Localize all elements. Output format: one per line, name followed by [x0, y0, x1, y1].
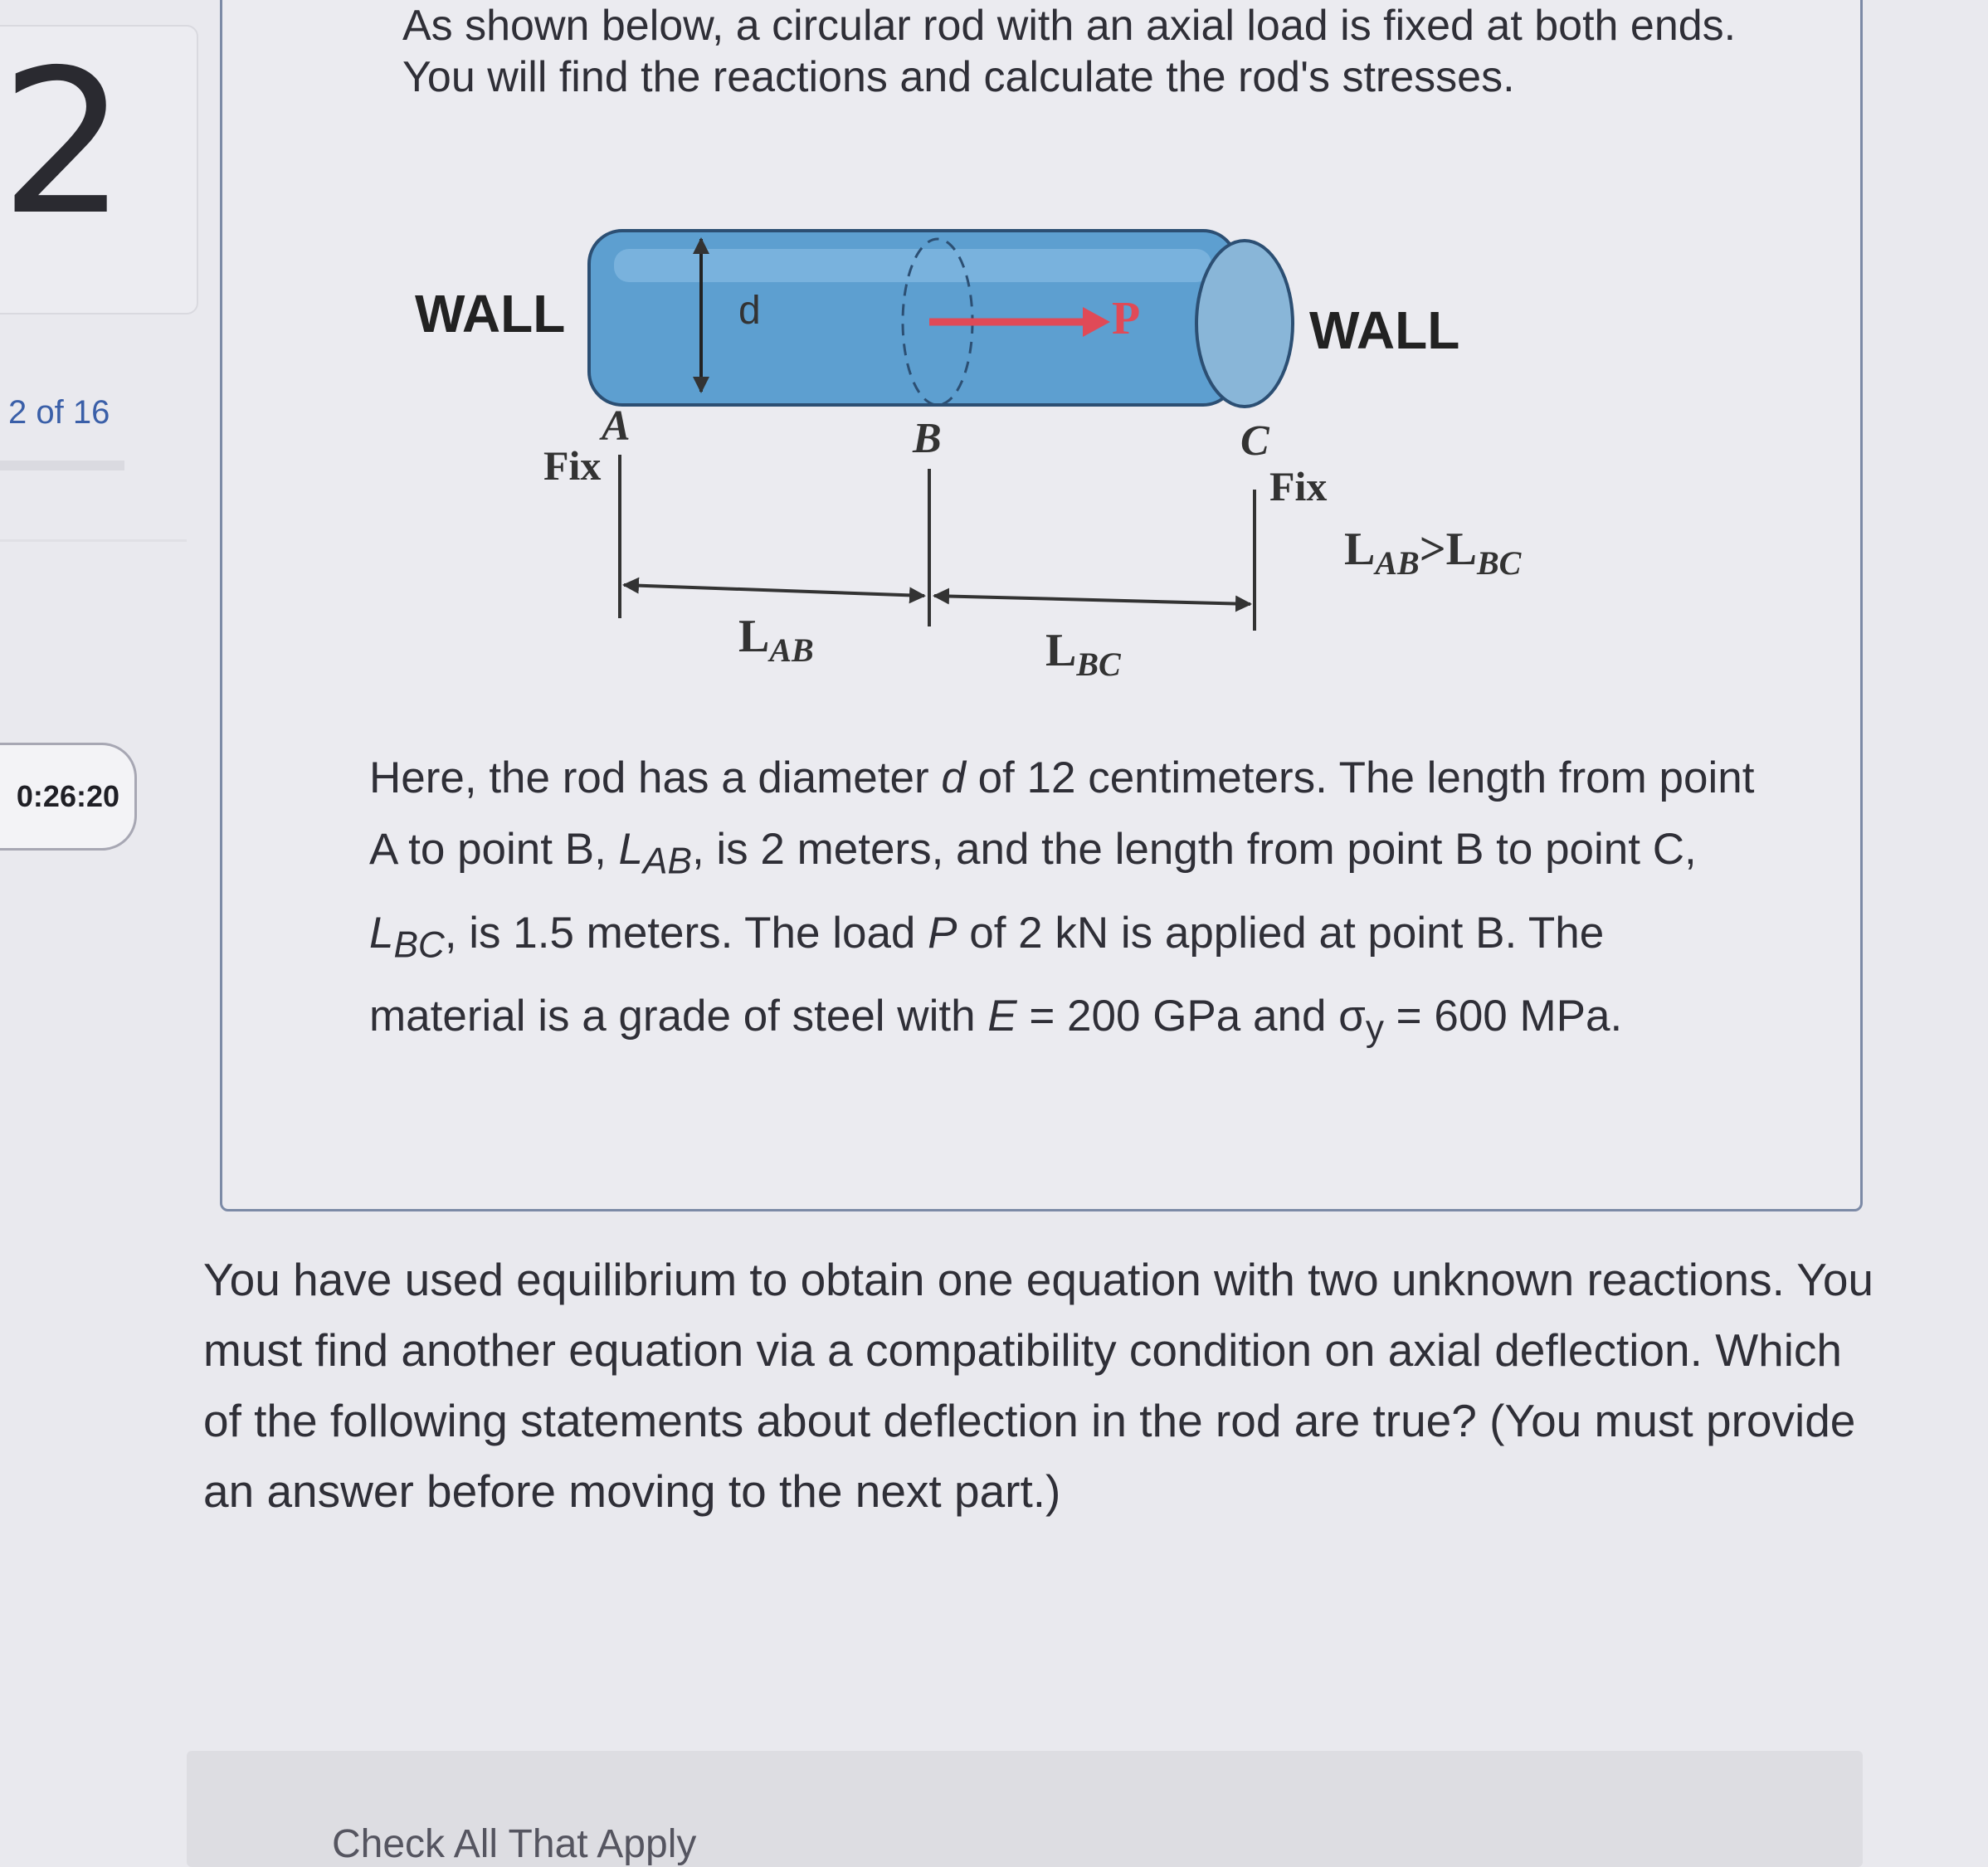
problem-intro: As shown below, a circular rod with an axial load is fixed at both ends. You will find the reactions and calculate the rod's stresses. — [402, 2, 1737, 101]
rod-end-c — [1196, 241, 1293, 407]
timer-value: 0:26:20 — [16, 779, 119, 813]
timer[interactable] — [0, 743, 137, 851]
fix-right-label: Fix — [1269, 463, 1328, 509]
fix-left-label: Fix — [543, 442, 602, 489]
diameter-label: d — [738, 289, 761, 333]
length-bc-label: $L_{BC}$ — [1045, 625, 1121, 680]
question-progress: 2 of 16 — [8, 394, 110, 431]
point-a-label: A — [602, 402, 631, 450]
progress-bar — [0, 461, 124, 470]
load-label: P — [1112, 293, 1141, 344]
point-c-label: C — [1240, 417, 1269, 465]
answer-instruction: Check All That Apply — [332, 1822, 697, 1866]
sidebar-divider — [0, 539, 187, 542]
dimension-ab — [624, 585, 924, 596]
point-b-label: B — [913, 415, 942, 462]
question-prompt: You have used equilibrium to obtain one equation with two unknown reactions. You must find another equation via a compatibility condition on axial deflection. Which of the following statements about deflection in the rod are true? (You must provide an answer before moving to the next part.) — [203, 1254, 1874, 1517]
wall-left-label: WALL — [415, 284, 566, 344]
problem-info: Here, the rod has a diameter d of 12 centimeters. The length from point A to point B, $L_{AB}$, is 2 meters, and the length from point B to point C, $L_{BC}$, is 1.5 meters. The load P of 2 kN is applied at point B. The material is a grade of steel with E = 200 GPa and $\sigma_y = 600$ MPa. — [369, 753, 1755, 1049]
wall-right-label: WALL — [1309, 300, 1460, 360]
length-ab-label: $L_{AB}$ — [738, 611, 814, 669]
length-relation-label: $L_{AB}>L_{BC}$ — [1344, 524, 1522, 582]
dimension-bc — [934, 596, 1250, 604]
rod-diagram — [390, 199, 1601, 680]
question-number: 2 — [0, 27, 127, 259]
